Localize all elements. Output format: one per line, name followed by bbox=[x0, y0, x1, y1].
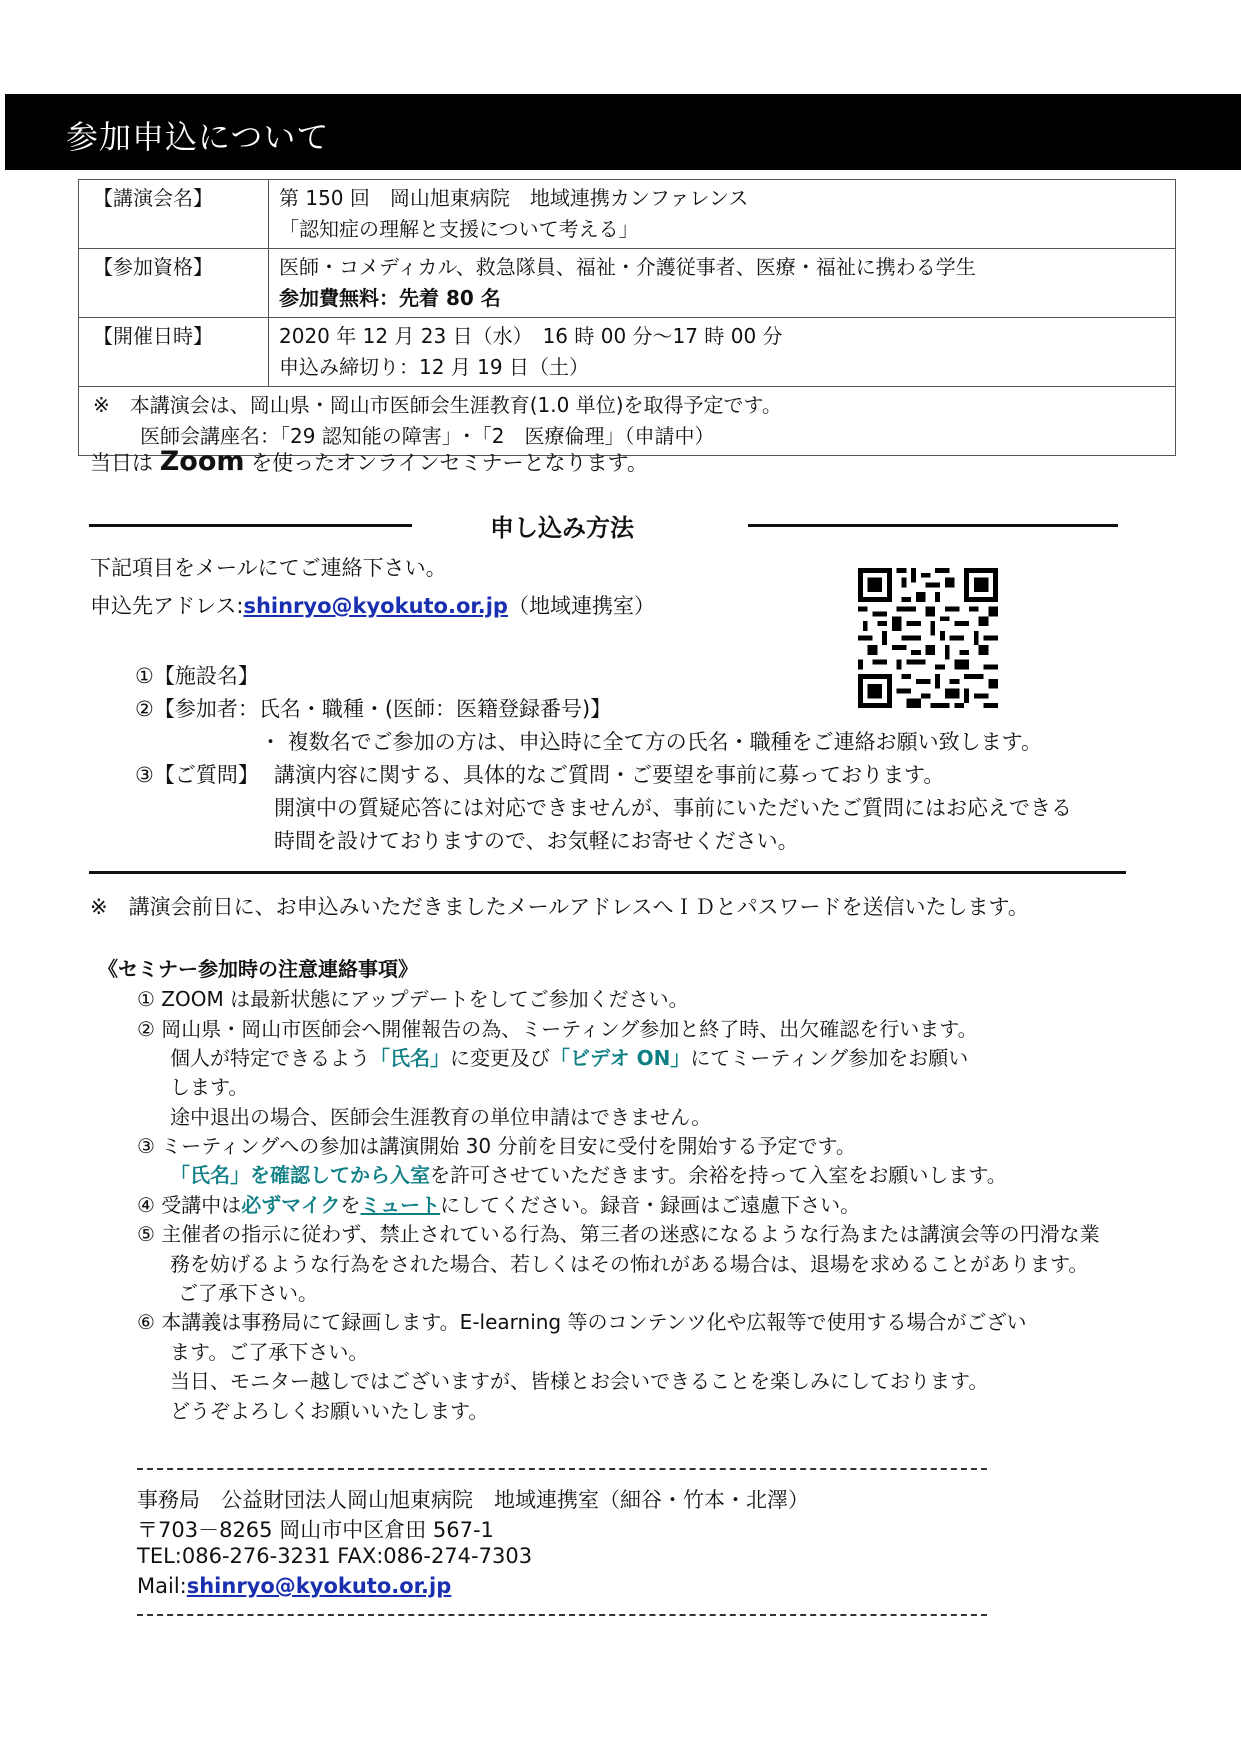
heading-rule-left bbox=[89, 524, 412, 527]
table-row bbox=[79, 180, 1176, 249]
notice-5-line1: ⑤ 主催者の指示に従わず、禁止されている行為、第三者の迷惑になるような行為または講演会等の円滑な業 bbox=[137, 1222, 1100, 1246]
fee-note: 参加費無料：先着 80 名 bbox=[279, 286, 501, 310]
zoom-word: Zoom bbox=[159, 446, 245, 477]
credit-note-line2: 医師会講座名：「29 認知能の障害」･「2 医療倫理」（申請中） bbox=[140, 424, 715, 448]
notices-heading: 《セミナー参加時の注意連絡事項》 bbox=[98, 957, 418, 981]
event-datetime: 2020 年 12 月 23 日（水） 16 時 00 分～17 時 00 分 bbox=[279, 324, 783, 348]
notice-5-line3: ご了承下さい。 bbox=[178, 1281, 318, 1305]
row-label: 【参加資格】 bbox=[79, 249, 269, 318]
table-row bbox=[79, 249, 1176, 318]
notice-text: 個人が特定できるよう bbox=[170, 1046, 370, 1070]
highlight-mute: ミュート bbox=[360, 1193, 441, 1217]
zoom-after: を使ったオンラインセミナーとなります。 bbox=[244, 451, 648, 475]
event-info-table bbox=[78, 179, 1176, 456]
row-label: 【開催日時】 bbox=[79, 318, 269, 387]
notice-text: を許可させていただきます。余裕を持って入室をお願いします。 bbox=[430, 1163, 1007, 1187]
row-label: 【講演会名】 bbox=[79, 180, 269, 249]
notice-3-line2 bbox=[170, 1159, 1007, 1188]
row-value bbox=[269, 249, 1176, 318]
event-theme: 「認知症の理解と支援について考える」 bbox=[279, 217, 639, 241]
row-value bbox=[269, 180, 1176, 249]
id-password-note: ※ 講演会前日に、お申込みいただきましたメールアドレスへＩＤとパスワードを送信いたします。 bbox=[90, 895, 1029, 919]
qr-code-icon[interactable] bbox=[858, 568, 998, 708]
notice-6-line1: ⑥ 本講義は事務局にて録画します。E-learning 等のコンテンツ化や広報等で使用する場合がござい bbox=[137, 1310, 1027, 1334]
notice-1: ① ZOOM は最新状態にアップデートをしてご参加ください。 bbox=[137, 987, 689, 1011]
method-item-3-line1: 講演内容に関する、具体的なご質問・ご要望を事前に募っております。 bbox=[274, 763, 945, 787]
notice-text: にてミーティング参加をお願い bbox=[690, 1046, 969, 1070]
notice-2-line4: 途中退出の場合、医師会生涯教育の単位申請はできません。 bbox=[170, 1105, 712, 1129]
method-item-3-label: ③【ご質問】 bbox=[135, 763, 259, 787]
notice-2-line2 bbox=[170, 1042, 968, 1071]
footer-divider-bottom bbox=[137, 1614, 987, 1616]
page-title: 参加申込について bbox=[66, 118, 330, 156]
notice-text: を bbox=[340, 1193, 361, 1217]
footer-divider-top bbox=[137, 1468, 987, 1470]
method-item-3-line3: 時間を設けておりますので、お気軽にお寄せください。 bbox=[274, 829, 799, 853]
footer-tel-fax: TEL:086-276-3231 FAX:086-274-7303 bbox=[137, 1544, 533, 1568]
notice-2-line3: します。 bbox=[170, 1075, 249, 1099]
highlight-confirm-name: 「氏名」を確認してから入室 bbox=[170, 1163, 430, 1187]
method-item-1: ①【施設名】 bbox=[135, 664, 259, 688]
notice-6-line2: ます。ご了承下さい。 bbox=[170, 1340, 369, 1364]
table-row bbox=[79, 318, 1176, 387]
method-item-3-line2: 開演中の質疑応答には対応できませんが、事前にいただいたご質問にはお応えできる bbox=[274, 796, 1072, 820]
event-name: 第 150 回 岡山旭東病院 地域連携カンファレンス bbox=[279, 186, 749, 210]
zoom-before: 当日は bbox=[90, 451, 160, 475]
eligibility: 医師・コメディカル、救急隊員、福祉・介護従事者、医療・福祉に携わる学生 bbox=[279, 255, 976, 279]
notice-6-line4: どうぞよろしくお願いいたします。 bbox=[170, 1399, 489, 1423]
footer-mail-link[interactable]: shinryo@kyokuto.or.jp bbox=[186, 1574, 452, 1598]
notice-4 bbox=[137, 1189, 860, 1218]
address-label: 申込先アドレス: bbox=[90, 594, 244, 618]
highlight-name: 「氏名」 bbox=[370, 1046, 450, 1070]
notice-5-line2: 務を妨げるような行為をされた場合、若しくはその怖れがある場合は、退場を求めることがあります。 bbox=[170, 1252, 1089, 1276]
notice-6-line3: 当日、モニター越しではございますが、皆様とお会いできることを楽しみにしております。 bbox=[170, 1369, 989, 1393]
notice-3-line1: ③ ミーティングへの参加は講演開始 30 分前を目安に受付を開始する予定です。 bbox=[137, 1134, 856, 1158]
notice-text: にしてください。録音・録画はご遠慮下さい。 bbox=[440, 1193, 861, 1217]
address-suffix: （地域連携室） bbox=[507, 594, 655, 618]
deadline: 申込み締切り：12 月 19 日（土） bbox=[279, 355, 589, 379]
address-link[interactable]: shinryo@kyokuto.or.jp bbox=[243, 594, 508, 618]
address-line bbox=[90, 590, 655, 620]
highlight-video-on: 「ビデオ ON」 bbox=[550, 1046, 691, 1070]
notice-text: ④ 受講中は bbox=[137, 1193, 242, 1217]
method-item-2-note: ・ 複数名でご参加の方は、申込時に全て方の氏名・職種をご連絡お願い致します。 bbox=[260, 730, 1042, 754]
footer-mail-label: Mail: bbox=[137, 1574, 187, 1598]
heading-rule-right bbox=[748, 524, 1118, 527]
highlight-mic: 必ずマイク bbox=[241, 1193, 341, 1217]
zoom-line bbox=[90, 446, 648, 477]
footer-mail bbox=[137, 1574, 451, 1598]
notice-2-line1: ② 岡山県・岡山市医師会へ開催報告の為、ミーティング参加と終了時、出欠確認を行います。 bbox=[137, 1017, 978, 1041]
credit-note-line1: ※ 本講演会は、岡山県・岡山市医師会生涯教育(1.0 単位)を取得予定です。 bbox=[93, 393, 782, 417]
footer-office: 事務局 公益財団法人岡山旭東病院 地域連携室（細谷・竹本・北澤） bbox=[137, 1488, 809, 1512]
notice-text: に変更及び bbox=[450, 1046, 550, 1070]
row-value bbox=[269, 318, 1176, 387]
method-intro: 下記項目をメールにてご連絡下さい。 bbox=[90, 556, 447, 580]
section-rule bbox=[89, 871, 1126, 874]
footer-postal: 〒703－8265 岡山市中区倉田 567-1 bbox=[137, 1518, 494, 1542]
method-item-2: ②【参加者：氏名・職種・(医師：医籍登録番号)】 bbox=[135, 697, 612, 721]
method-heading: 申し込み方法 bbox=[490, 514, 634, 542]
